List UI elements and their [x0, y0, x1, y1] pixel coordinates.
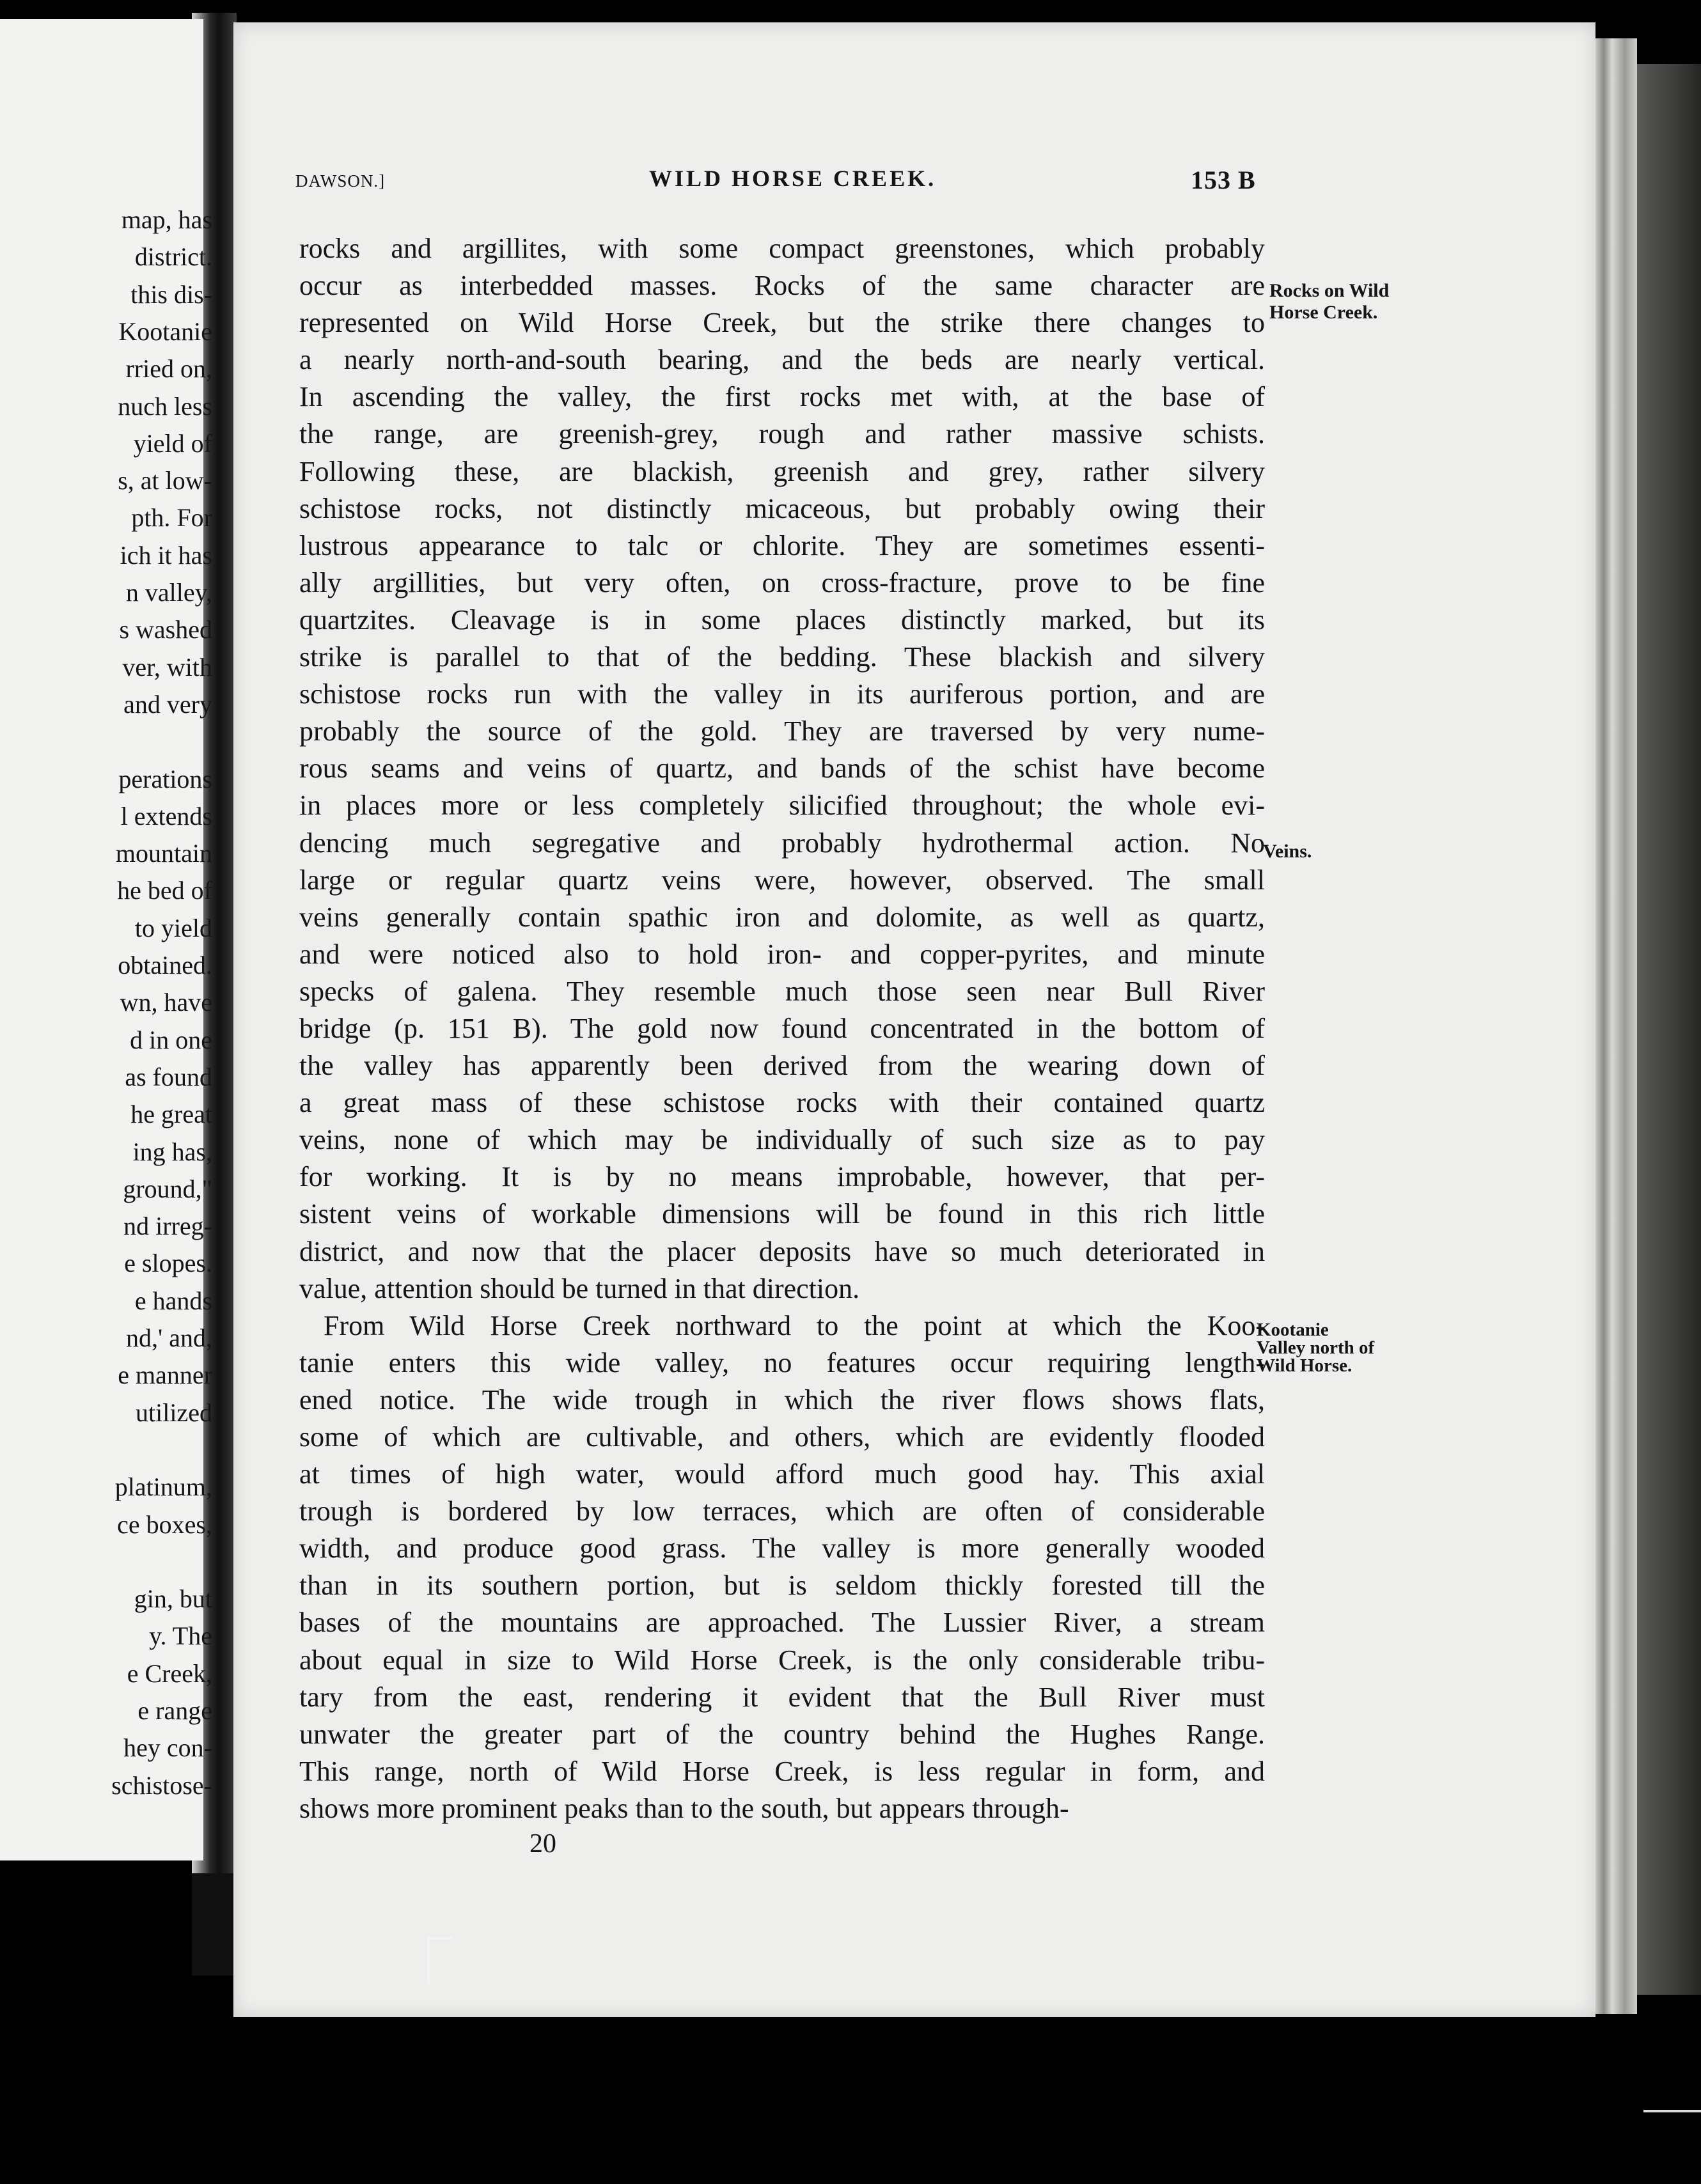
left-page-line: obtained.: [118, 951, 212, 979]
left-page-line: s, at low-: [118, 466, 212, 495]
body-line: ened notice. The wide trough in which the river flows shows flats,: [299, 1384, 1265, 1416]
left-page-line: as found: [125, 1062, 212, 1091]
margin-note-kootanie: [1257, 1321, 1374, 1375]
body-line: width, and produce good grass. The valley is more generally wooded: [299, 1533, 1265, 1564]
running-head-author: DAWSON.]: [295, 171, 386, 191]
left-page-line: ground,": [123, 1174, 212, 1203]
margin-note-line: Kootanie: [1257, 1320, 1329, 1340]
left-page-line: rried on,: [125, 354, 212, 384]
body-line: tanie enters this wide valley, no features occur requiring length-: [299, 1346, 1265, 1378]
body-line: about equal in size to Wild Horse Creek, is the only considerable tribu-: [299, 1644, 1265, 1676]
body-line: some of which are cultivable, and others, which are evidently flooded: [299, 1421, 1265, 1453]
body-line: at times of high water, would afford much good hay. This axial: [299, 1458, 1265, 1490]
left-page-line: e Creek,: [127, 1658, 212, 1688]
margin-note-line: Horse Creek.: [1269, 302, 1378, 323]
left-page-line: platinum,: [114, 1472, 212, 1502]
body-line: bases of the mountains are approached. The Lussier River, a stream: [299, 1607, 1265, 1639]
left-page-line: d in one: [130, 1025, 212, 1054]
body-line: strike is parallel to that of the bedding. These blackish and silvery: [299, 641, 1265, 673]
left-page-line: utilized: [136, 1398, 212, 1427]
body-line: quartzites. Cleavage is in some places distinctly marked, but its: [299, 604, 1265, 636]
body-line: veins, none of which may be individually of such size as to pay: [299, 1124, 1265, 1156]
left-page-line: ich it has: [120, 540, 212, 570]
body-line: dencing much segregative and probably hydrothermal action. No: [299, 827, 1265, 859]
stray-mark: [427, 1937, 453, 1984]
body-line: the valley has apparently been derived from the wearing down of: [299, 1050, 1265, 1082]
left-page-line: map, has: [121, 205, 212, 234]
corner-mark: [1643, 2110, 1701, 2112]
left-page-line: to yield: [134, 913, 212, 942]
running-head-title: WILD HORSE CREEK.: [649, 166, 937, 191]
left-page-line: mountain: [115, 839, 212, 868]
left-page-line: pth. For: [131, 503, 212, 533]
body-line: district, and now that the placer deposits have so much deteriorated in: [299, 1235, 1265, 1267]
body-line: than in its southern portion, but is seldom thickly forested till the: [299, 1570, 1265, 1602]
left-page-line: ver, with: [122, 652, 212, 682]
margin-note-line: Wild Horse.: [1257, 1355, 1352, 1376]
left-page-line: n valley,: [125, 578, 212, 607]
book-cover-edge: [1637, 64, 1701, 1995]
signature-mark: 20: [529, 1829, 556, 1859]
margin-note-line: Veins.: [1263, 841, 1312, 862]
left-page-line: perations: [118, 764, 212, 793]
left-page-line: e range: [137, 1696, 212, 1725]
left-page-line: e hands: [134, 1286, 212, 1315]
body-line: unwater the greater part of the country behind the Hughes Range.: [299, 1718, 1265, 1750]
body-line: specks of galena. They resemble much those seen near Bull River: [299, 975, 1265, 1007]
left-page-line: ce boxes,: [117, 1509, 212, 1539]
body-line: bridge (p. 151 B). The gold now found concentrated in the bottom of: [299, 1012, 1265, 1044]
margin-note-veins: [1263, 841, 1312, 862]
body-line: trough is bordered by low terraces, which are often of considerable: [299, 1495, 1265, 1527]
left-page-line: district.: [134, 242, 212, 272]
body-line: tary from the east, rendering it evident that the Bull River must: [299, 1681, 1265, 1713]
body-line: Following these, are blackish, greenish and grey, rather silvery: [299, 455, 1265, 487]
body-line: ally argillities, but very often, on cross-fracture, prove to be fine: [299, 566, 1265, 598]
margin-note-line: Valley north of: [1257, 1338, 1375, 1358]
left-page-line: nd,' and,: [126, 1323, 212, 1352]
left-page-line: nuch less: [118, 391, 212, 421]
body-line: In ascending the valley, the first rocks met with, at the base of: [299, 381, 1265, 413]
body-line: occur as interbedded masses. Rocks of the same character are: [299, 270, 1265, 302]
body-line: value, attention should be turned in that direction.: [299, 1272, 860, 1304]
margin-note-rocks: [1269, 280, 1389, 324]
left-facing-page: [0, 19, 212, 1860]
page-number: 153 B: [1191, 166, 1256, 194]
left-page-line: y. The: [149, 1621, 212, 1651]
left-page-line: e slopes.: [124, 1249, 212, 1278]
body-line: in places more or less completely silicified throughout; the whole evi-: [299, 790, 1265, 822]
body-line: a great mass of these schistose rocks with their contained quartz: [299, 1087, 1265, 1119]
page-stack-edge: [1595, 38, 1637, 2014]
left-page-line: wn, have: [120, 988, 212, 1017]
left-page-line: l extends: [120, 801, 212, 831]
left-page-line: hey con-: [123, 1733, 212, 1763]
body-line: schistose rocks, not distinctly micaceous, but probably owing their: [299, 492, 1265, 524]
body-line: for working. It is by no means improbable, however, that per-: [299, 1161, 1265, 1193]
body-line: large or regular quartz veins were, however, observed. The small: [299, 864, 1265, 896]
left-page-line: gin, but: [134, 1584, 212, 1614]
body-line: represented on Wild Horse Creek, but the strike there changes to: [299, 307, 1265, 339]
body-line: rous seams and veins of quartz, and bands of the schist have become: [299, 753, 1265, 784]
left-page-line: he great: [130, 1100, 212, 1129]
body-text: [299, 230, 1265, 1827]
left-page-line: s washed: [119, 615, 212, 644]
body-line: the range, are greenish-grey, rough and rather massive schists.: [299, 418, 1265, 450]
body-line: and were noticed also to hold iron- and copper-pyrites, and minute: [299, 938, 1265, 970]
left-page-line: ing has,: [132, 1137, 212, 1166]
body-line: lustrous appearance to talc or chlorite. They are sometimes essenti-: [299, 529, 1265, 561]
body-line: From Wild Horse Creek northward to the point at which the Koo-: [324, 1309, 1265, 1341]
left-page-line: he bed of: [117, 876, 212, 905]
body-line: probably the source of the gold. They are traversed by very nume-: [299, 715, 1265, 747]
body-line: schistose rocks run with the valley in its auriferous portion, and are: [299, 678, 1265, 710]
margin-note-line: Rocks on Wild: [1269, 280, 1390, 301]
left-page-line: yield of: [133, 428, 212, 458]
body-line: sistent veins of workable dimensions will be found in this rich little: [299, 1198, 1265, 1230]
left-page-line: Kootanie: [118, 316, 212, 346]
left-page-line: and very: [123, 689, 212, 719]
body-line: rocks and argillites, with some compact greenstones, which probably: [299, 233, 1265, 264]
body-line: This range, north of Wild Horse Creek, is less regular in form, and: [299, 1755, 1265, 1787]
left-page-line: schistose-: [111, 1770, 212, 1800]
left-page-line: this dis-: [130, 279, 212, 309]
left-page-line: e manner: [118, 1361, 212, 1390]
left-page-line: nd irreg-: [123, 1212, 212, 1241]
body-line: veins generally contain spathic iron and dolomite, as well as quartz,: [299, 901, 1265, 933]
body-line: a nearly north-and-south bearing, and the beds are nearly vertical.: [299, 344, 1265, 376]
body-line: shows more prominent peaks than to the south, but appears through-: [299, 1792, 1069, 1824]
